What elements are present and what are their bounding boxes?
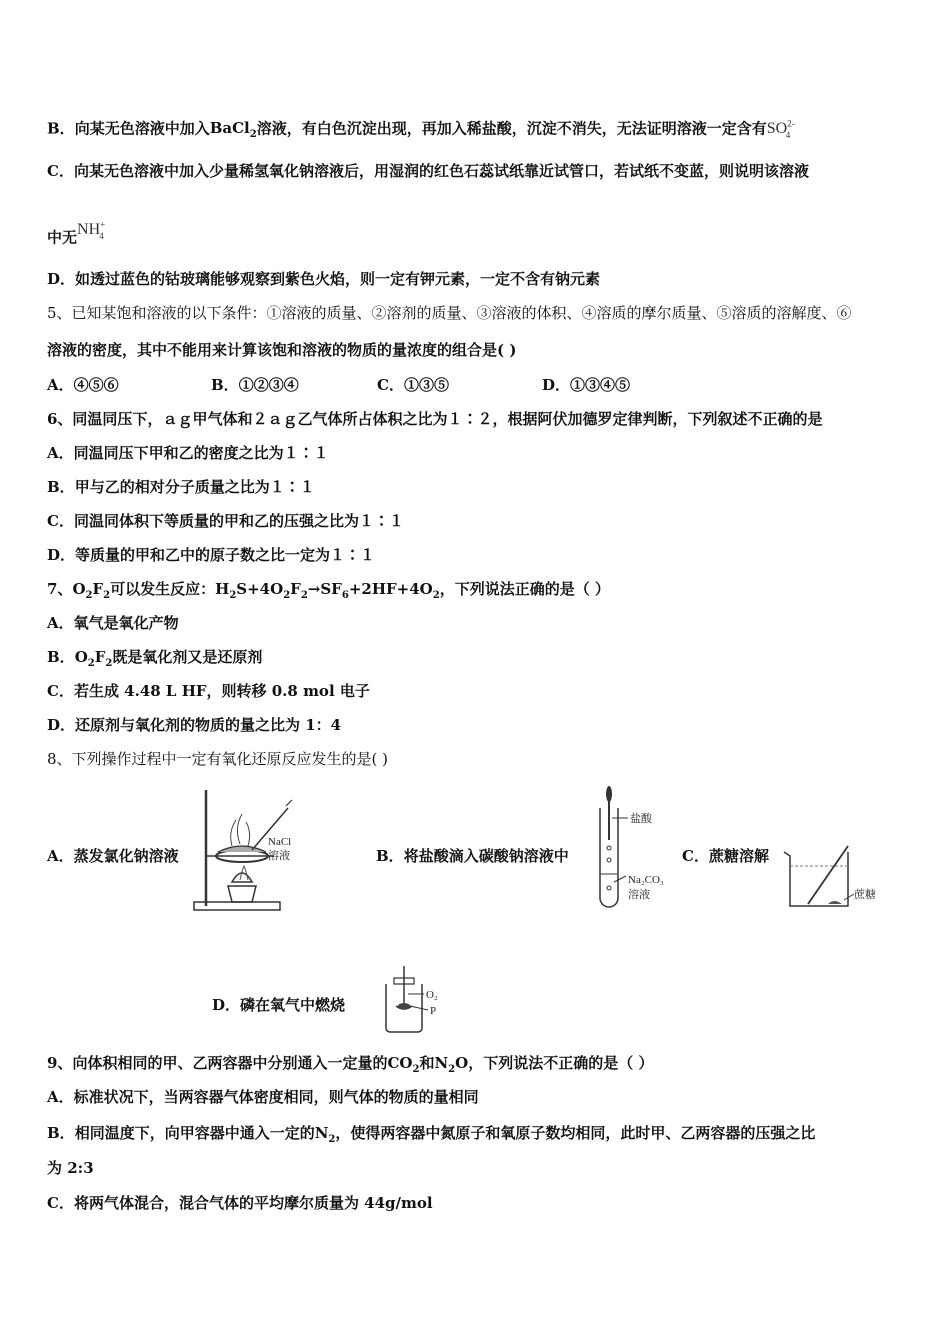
q4-option-b: B．向某无色溶液中加入BaCl$_2$溶液，有白色沉淀出现，再加入稀盐酸，沉淀不消失，无法证明溶液一定含有$SO^{2-}_4$ bbox=[47, 119, 795, 141]
q9-option-c: C．将两气体混合，混合气体的平均摩尔质量为 44g/mol bbox=[47, 1194, 433, 1212]
fig-label-hcl: 盐酸 bbox=[630, 813, 652, 825]
q8-option-d: D．磷在氧气中燃烧 bbox=[212, 996, 346, 1014]
q6-option-c: C．同温同体积下等质量的甲和乙的压强之比为１∶１ bbox=[47, 512, 404, 530]
q7-stem: 7、$O_2F_2$可以发生反应：$H_2S+4O_2F_2\to SF_6+2HF+4O_2$，下列说法正确的是（ ） bbox=[47, 580, 610, 601]
q7-option-c: C．若生成 4.48 L HF，则转移 0.8 mol 电子 bbox=[47, 682, 370, 700]
q8-option-b: B．将盐酸滴入碳酸钠溶液中 bbox=[376, 847, 569, 865]
q6-option-b: B．甲与乙的相对分子质量之比为１∶１ bbox=[47, 478, 315, 496]
q6-stem: 6、同温同压下，ａｇ甲气体和２ａｇ乙气体所占体积之比为１∶２，根据阿伏加德罗定律判断，下列叙述不正确的是 bbox=[47, 410, 823, 428]
gas-jar-figure bbox=[378, 964, 448, 1036]
q8-option-c: C．蔗糖溶解 bbox=[682, 847, 769, 865]
q6-option-d: D．等质量的甲和乙中的原子数之比一定为１∶１ bbox=[47, 546, 376, 564]
fig-label-sucrose: 蔗糖 bbox=[854, 889, 876, 901]
beaker-figure bbox=[782, 842, 887, 912]
ammonium-ion: $NH^+_4$ bbox=[77, 220, 106, 241]
q5-option-d: D．①③④⑤ bbox=[542, 376, 631, 394]
fig-label-nacl: NaCl bbox=[268, 836, 292, 848]
test-tube-figure bbox=[596, 784, 676, 914]
q5-option-c: C．①③⑤ bbox=[377, 376, 449, 394]
fig-label-solution-b: 溶液 bbox=[628, 889, 650, 901]
reaction-equation: $H_2S+4O_2F_2\to SF_6+2HF+4O_2$ bbox=[215, 580, 440, 601]
evaporation-apparatus-figure bbox=[192, 788, 312, 914]
q4-option-c-cont: 中无$NH^+_4$ bbox=[47, 220, 106, 247]
q8-option-a: A．蒸发氯化钠溶液 bbox=[47, 847, 179, 865]
fig-label-na2co3: Na₂CO₃ bbox=[628, 874, 664, 886]
q7-option-a: A．氧气是氧化产物 bbox=[47, 614, 179, 632]
q9-stem: 9、向体积相同的甲、乙两容器中分别通入一定量的$CO_2$和$N_2O$，下列说法不正确的是（ ） bbox=[47, 1054, 654, 1075]
q4-option-d: D．如透过蓝色的钴玻璃能够观察到紫色火焰，则一定有钾元素，一定不含有钠元素 bbox=[47, 270, 601, 288]
q8-stem: 8、下列操作过程中一定有氧化还原反应发生的是( ) bbox=[47, 750, 389, 768]
q9-option-b: B．相同温度下，向甲容器中通入一定的$N_2$，使得两容器中氮原子和氧原子数均相同，此时甲、乙两容器的压强之比 bbox=[47, 1124, 816, 1145]
q4-option-c: C．向某无色溶液中加入少量稀氢氧化钠溶液后，用湿润的红色石蕊试纸靠近试管口，若试纸不变蓝，则说明该溶液 bbox=[47, 162, 809, 180]
fig-label-o2: O₂ bbox=[426, 989, 438, 1001]
bacl2-formula: BaCl$_2$ bbox=[209, 119, 257, 141]
fig-label-p: P bbox=[430, 1005, 437, 1017]
o2f2-formula: $O_2F_2$ bbox=[72, 580, 111, 601]
q9-option-a: A．标准状况下，当两容器气体密度相同，则气体的物质的量相同 bbox=[47, 1088, 479, 1106]
q5-option-a: A．④⑤⑥ bbox=[47, 376, 119, 394]
q9-option-b-cont: 为 2:3 bbox=[47, 1159, 94, 1177]
fig-label-solution: 溶液 bbox=[268, 850, 290, 862]
q7-option-b: B．$O_2F_2$既是氧化剂又是还原剂 bbox=[47, 648, 263, 669]
q7-option-d: D．还原剂与氧化剂的物质的量之比为 1：4 bbox=[47, 716, 342, 734]
q5-stem-1: 5、已知某饱和溶液的以下条件：①溶液的质量、②溶剂的质量、③溶液的体积、④溶质的摩尔质量、⑤溶质的溶解度、⑥ bbox=[47, 304, 852, 322]
q5-option-b: B．①②③④ bbox=[211, 376, 299, 394]
sulfate-ion: $SO^{2-}_4$ bbox=[766, 119, 795, 140]
q5-stem-2: 溶液的密度，其中不能用来计算该饱和溶液的物质的量浓度的组合是( ) bbox=[47, 341, 517, 359]
q6-option-a: A．同温同压下甲和乙的密度之比为１∶１ bbox=[47, 444, 329, 462]
